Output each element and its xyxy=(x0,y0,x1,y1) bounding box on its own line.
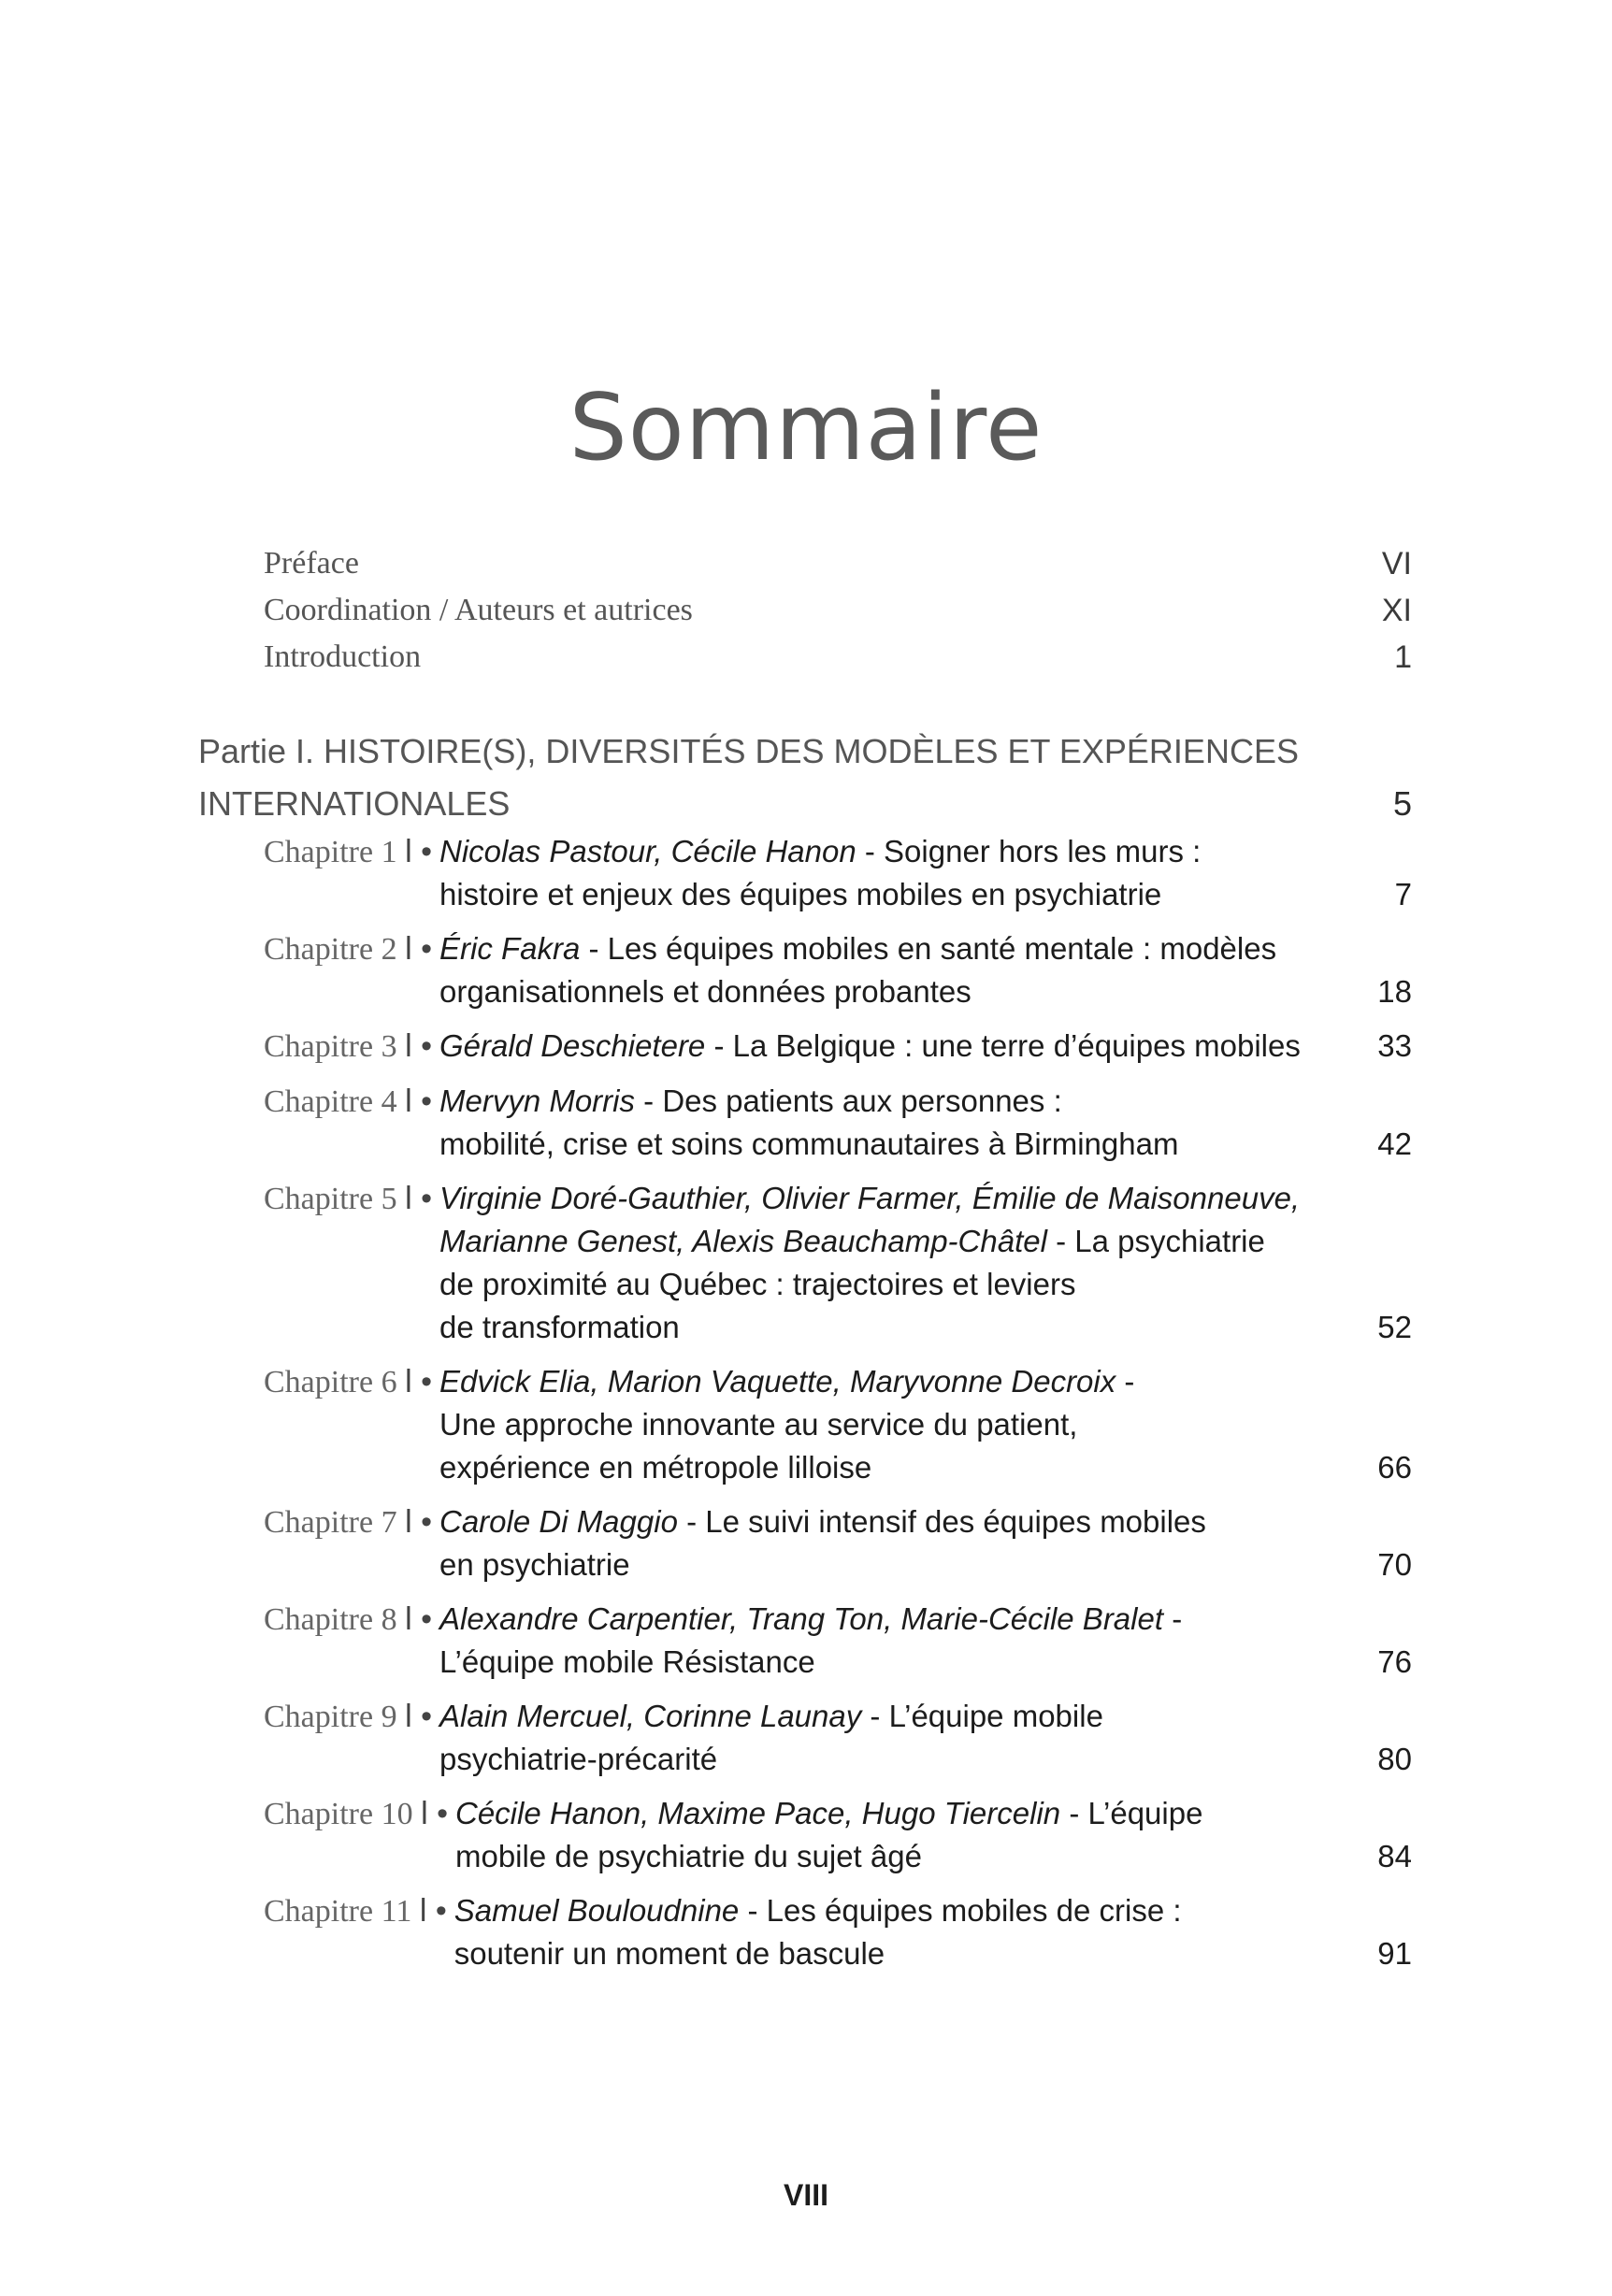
chapter-label xyxy=(264,1025,439,1069)
chapter-title-line: en psychiatrie xyxy=(439,1547,630,1582)
toc-entry-label: Préface xyxy=(264,546,359,581)
chapter-page: 80 xyxy=(1377,1742,1412,1776)
chapter-separator: l • xyxy=(405,1364,432,1399)
chapter-label xyxy=(264,1500,439,1586)
chapter-page: 84 xyxy=(1377,1839,1412,1873)
chapter-title-line: mobile de psychiatrie du sujet âgé xyxy=(454,1839,922,1873)
chapter-title-line: organisationnels et données probantes xyxy=(439,974,972,1009)
chapter-body xyxy=(439,1025,1412,1069)
chapter-label xyxy=(264,1889,454,1975)
chapter-body xyxy=(439,1080,1412,1166)
chapter-label xyxy=(264,830,439,916)
chapter-page: 52 xyxy=(1377,1310,1412,1344)
page-title: Sommaire xyxy=(569,375,1043,481)
chapter-authors: Samuel Bouloudnine xyxy=(453,1893,740,1928)
chapter-title-line: expérience en métropole lilloise xyxy=(439,1450,872,1485)
chapter-body xyxy=(439,1360,1412,1489)
toc-chapter-5[interactable] xyxy=(264,1177,1412,1349)
chapter-page: 76 xyxy=(1377,1644,1412,1679)
toc-entry-page: VI xyxy=(1381,546,1412,581)
chapter-number: Chapitre 3 xyxy=(264,1029,397,1064)
chapter-label xyxy=(264,1360,439,1489)
chapter-label xyxy=(264,1177,439,1349)
toc-entry-label: Introduction xyxy=(264,639,422,674)
chapter-page: 7 xyxy=(1394,877,1412,911)
toc-entry-page: XI xyxy=(1381,593,1412,628)
chapter-title-line: - L’équipe xyxy=(1060,1796,1203,1830)
chapter-title-line: mobilité, crise et soins communautaires à Birmingham xyxy=(439,1126,1179,1161)
chapter-authors: Éric Fakra xyxy=(439,931,581,966)
chapter-body xyxy=(439,1177,1412,1349)
chapter-title-line: - La Belgique : une terre d’équipes mobiles xyxy=(705,1028,1301,1063)
chapter-body xyxy=(439,830,1412,916)
chapter-body xyxy=(439,1500,1412,1586)
chapter-number: Chapitre 7 xyxy=(264,1505,397,1540)
toc-chapter-2[interactable] xyxy=(264,927,1412,1013)
chapter-label xyxy=(264,1598,439,1684)
chapter-title-line: - Le suivi intensif des équipes mobiles xyxy=(677,1504,1206,1539)
chapter-authors: Carole Di Maggio xyxy=(439,1504,678,1539)
toc-chapter-8[interactable] xyxy=(264,1598,1412,1684)
chapter-body xyxy=(439,927,1412,1013)
chapter-title-line: - Les équipes mobiles de crise : xyxy=(739,1893,1182,1928)
toc-part-1[interactable] xyxy=(198,725,1412,830)
chapter-authors: Mervyn Morris xyxy=(439,1083,635,1118)
chapter-list xyxy=(264,830,1412,1987)
chapter-authors: Virginie Doré-Gauthier, Olivier Farmer, Émilie de Maisonneuve, Marianne Genest, Alexis Beauchamp-Châtel xyxy=(439,1181,1301,1258)
chapter-separator: l • xyxy=(421,1796,448,1831)
chapter-page: 66 xyxy=(1377,1450,1412,1485)
toc-entry-label: Coordination / Auteurs et autrices xyxy=(264,593,693,627)
chapter-title-line: - L’équipe mobile xyxy=(861,1699,1103,1733)
chapter-number: Chapitre 1 xyxy=(264,835,397,869)
toc-chapter-4[interactable] xyxy=(264,1080,1412,1166)
chapter-label xyxy=(264,927,439,1013)
chapter-separator: l • xyxy=(405,931,432,967)
chapter-title-line: - xyxy=(1163,1601,1183,1636)
chapter-authors: Gérald Deschietere xyxy=(439,1028,706,1063)
chapter-title-line: psychiatrie-précarité xyxy=(439,1742,718,1776)
chapter-title-line: histoire et enjeux des équipes mobiles en psychiatrie xyxy=(439,877,1162,911)
chapter-number: Chapitre 6 xyxy=(264,1365,397,1399)
toc-entry-page: 1 xyxy=(1394,639,1412,675)
chapter-title-line: - Les équipes mobiles en santé mentale : modèles xyxy=(580,931,1277,966)
toc-chapter-6[interactable] xyxy=(264,1360,1412,1489)
chapter-label xyxy=(264,1080,439,1166)
chapter-separator: l • xyxy=(405,1083,432,1119)
chapter-body xyxy=(455,1792,1412,1878)
chapter-page: 91 xyxy=(1377,1936,1412,1971)
toc-chapter-10[interactable] xyxy=(264,1792,1412,1878)
chapter-title-line: soutenir un moment de bascule xyxy=(453,1936,885,1971)
chapter-number: Chapitre 11 xyxy=(264,1894,412,1929)
chapter-authors: Alexandre Carpentier, Trang Ton, Marie-Cécile Bralet xyxy=(439,1601,1164,1636)
chapter-title-line: - xyxy=(1115,1364,1135,1399)
chapter-page: 33 xyxy=(1377,1028,1412,1063)
chapter-page: 42 xyxy=(1377,1126,1412,1161)
chapter-body xyxy=(439,1695,1412,1781)
chapter-separator: l • xyxy=(405,1601,432,1637)
chapter-title-line: de transformation xyxy=(439,1310,680,1344)
chapter-number: Chapitre 4 xyxy=(264,1084,397,1119)
chapter-authors: Cécile Hanon, Maxime Pace, Hugo Tiercelin xyxy=(454,1796,1061,1830)
chapter-title-line: - Des patients aux personnes : xyxy=(635,1083,1062,1118)
toc-chapter-7[interactable] xyxy=(264,1500,1412,1586)
chapter-authors: Alain Mercuel, Corinne Launay xyxy=(439,1699,862,1733)
chapter-separator: l • xyxy=(419,1893,447,1929)
chapter-title-line: - La psychiatrie xyxy=(1046,1224,1265,1258)
chapter-number: Chapitre 5 xyxy=(264,1182,397,1216)
chapter-title-line: de proximité au Québec : trajectoires et leviers xyxy=(439,1267,1076,1301)
chapter-separator: l • xyxy=(405,1181,432,1216)
chapter-body xyxy=(454,1889,1412,1975)
chapter-separator: l • xyxy=(405,1028,432,1064)
toc-entry-introduction[interactable] xyxy=(264,634,1412,681)
chapter-separator: l • xyxy=(405,1699,432,1734)
page-number: VIII xyxy=(783,2178,828,2212)
front-matter-list xyxy=(264,540,1412,681)
toc-chapter-11[interactable] xyxy=(264,1889,1412,1975)
chapter-body xyxy=(439,1598,1412,1684)
chapter-number: Chapitre 8 xyxy=(264,1602,397,1637)
chapter-number: Chapitre 2 xyxy=(264,932,397,967)
chapter-separator: l • xyxy=(405,834,432,869)
toc-entry-coordination[interactable] xyxy=(264,587,1412,634)
chapter-authors: Edvick Elia, Marion Vaquette, Maryvonne Decroix xyxy=(439,1364,1116,1399)
toc-entry-preface[interactable] xyxy=(264,540,1412,587)
toc-chapter-9[interactable] xyxy=(264,1695,1412,1781)
chapter-title-line: Une approche innovante au service du patient, xyxy=(439,1407,1078,1442)
chapter-separator: l • xyxy=(405,1504,432,1540)
chapter-label xyxy=(264,1695,439,1781)
part-title-line-2: INTERNATIONALES xyxy=(198,784,511,823)
chapter-title-line: L’équipe mobile Résistance xyxy=(439,1644,815,1679)
part-page: 5 xyxy=(1392,784,1412,823)
chapter-label xyxy=(264,1792,455,1878)
chapter-page: 70 xyxy=(1377,1547,1412,1582)
chapter-title-line: - Soigner hors les murs : xyxy=(856,834,1202,868)
part-title-line-1: Partie I. HISTOIRE(S), DIVERSITÉS DES MODÈLES ET EXPÉRIENCES xyxy=(198,732,1299,770)
toc-chapter-3[interactable] xyxy=(264,1025,1412,1069)
chapter-number: Chapitre 9 xyxy=(264,1700,397,1734)
toc-chapter-1[interactable] xyxy=(264,830,1412,916)
chapter-number: Chapitre 10 xyxy=(264,1797,413,1831)
chapter-page: 18 xyxy=(1377,974,1412,1009)
chapter-authors: Nicolas Pastour, Cécile Hanon xyxy=(439,834,856,868)
